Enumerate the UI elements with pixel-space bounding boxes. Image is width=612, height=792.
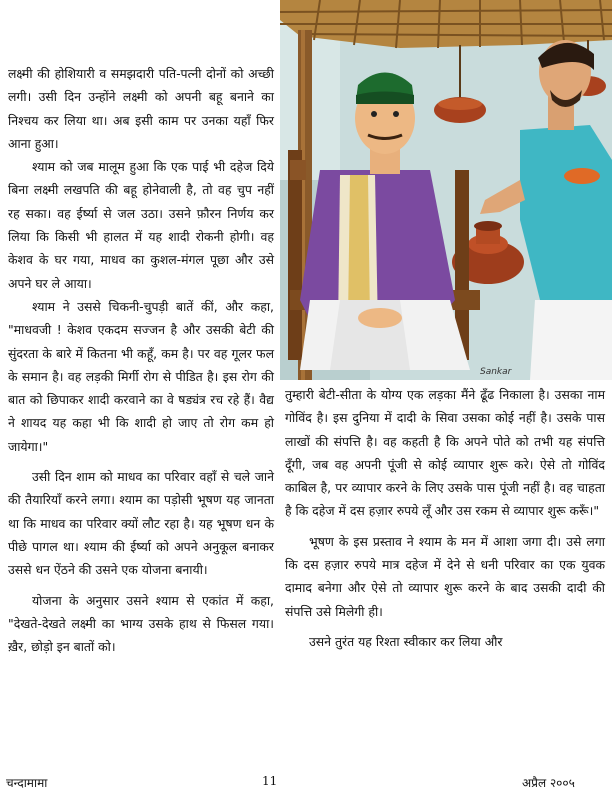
page-footer — [0, 772, 612, 792]
paragraph: योजना के अनुसार उसने श्याम से एकांत में कहा, "देखते-देखते लक्ष्मी का भाग्य उसके हाथ से फिसल गया। ख़ैर, छोड़ो इन बातों को। — [8, 592, 274, 655]
right-text-column — [285, 383, 605, 653]
paragraph: उसी दिन शाम को माधव का परिवार वहाँ से चले जाने की तैयारियाँ करने लगा। श्याम का पड़ोसी भूषण यह जानता था कि माधव का परिवार क्यों लौट रहा है। यह भूषण धन के पीछे पागल था। श्याम की ईर्ष्या को अपने अनुकूल बनाकर उससे धन ऐंठने की उसने एक योजना बनायी। — [8, 469, 274, 578]
paragraph: श्याम ने उससे चिकनी-चुपड़ी बातें कीं, और कहा, "माधवजी ! केशव एकदम सज्जन है और उसकी बेटी की सुंदरता के बारे में कितना भी कहूँ, कम है। पर वह गूलर फल के समान है। वह लड़की मिर्गी रोग से पीडित है। इस रोग की बात को छिपाकर शादी करवाने का वे षड्यंत्र रच रहे हैं। वैद्य ने शायद यह कहा भी कि शादी हो जाए तो रोग कम हो जायेगा।" — [8, 298, 274, 454]
story-illustration — [280, 0, 612, 380]
paragraph: श्याम को जब मालूम हुआ कि एक पाई भी दहेज दिये बिना लक्ष्मी लखपति की बहू होनेवाली है, तो वह चुप नहीं रह सका। वह ईर्ष्या से जल उठा। उसने फ़ौरन निर्णय कर लिया कि किसी भी हालत में यह शादी रोकनी होगी। वह केशव के घर गया, माधव का कुशल-मंगल पूछा और उसे अपने घर ले आया। — [8, 159, 274, 291]
paragraph: उसने तुरंत यह रिश्ता स्वीकार कर लिया और — [309, 633, 503, 649]
paragraph: भूषण के इस प्रस्ताव ने श्याम के मन में आशा जगा दी। उसे लगा कि दस हज़ार रुपये मात्र दहेज में देने से धनी परिवार का एक युवक दामाद बनेगा और ऐसे तो व्यापार शुरू करने के बाद उसकी दादी की संपत्ति उसे मिलेगी ही। — [285, 533, 605, 619]
issue-date: अप्रैल २००५ — [522, 776, 575, 790]
magazine-name: चन्दामामा — [6, 776, 48, 790]
paragraph: तुम्हारी बेटी-सीता के योग्य एक लड़का मैंने ढूँढ निकाला है। उसका नाम गोविंद है। इस दुनिया में दादी के सिवा उसका कोई नहीं है। उसके पास लाखों की संपत्ति है। वह कहती है कि अपने पोते को तभी यह संपत्ति दूँगी, जब वह अपनी पूंजी से कोई व्यापार शुरू करे। ऐसे तो गोविंद काबिल है, पर व्यापार करने के लिए उसके पास पूंजी नहीं है। वह चाहता है कि दहेज में दस हज़ार रुपये लूँ और उस रकम से व्यापार शुरू करूँ।" — [285, 387, 605, 519]
paragraph: लक्ष्मी की होशियारी व समझदारी पति-पत्नी दोनों को अच्छी लगी। उसी दिन उन्होंने लक्ष्मी को अपनी बहू बनाने का निश्चय कर लिया था। अब इसी काम पर उनका यहाँ फिर आना हुआ। — [8, 66, 274, 151]
page-number: 11 — [262, 774, 278, 788]
artist-signature: Sankar — [480, 367, 512, 377]
left-text-column — [8, 62, 274, 658]
